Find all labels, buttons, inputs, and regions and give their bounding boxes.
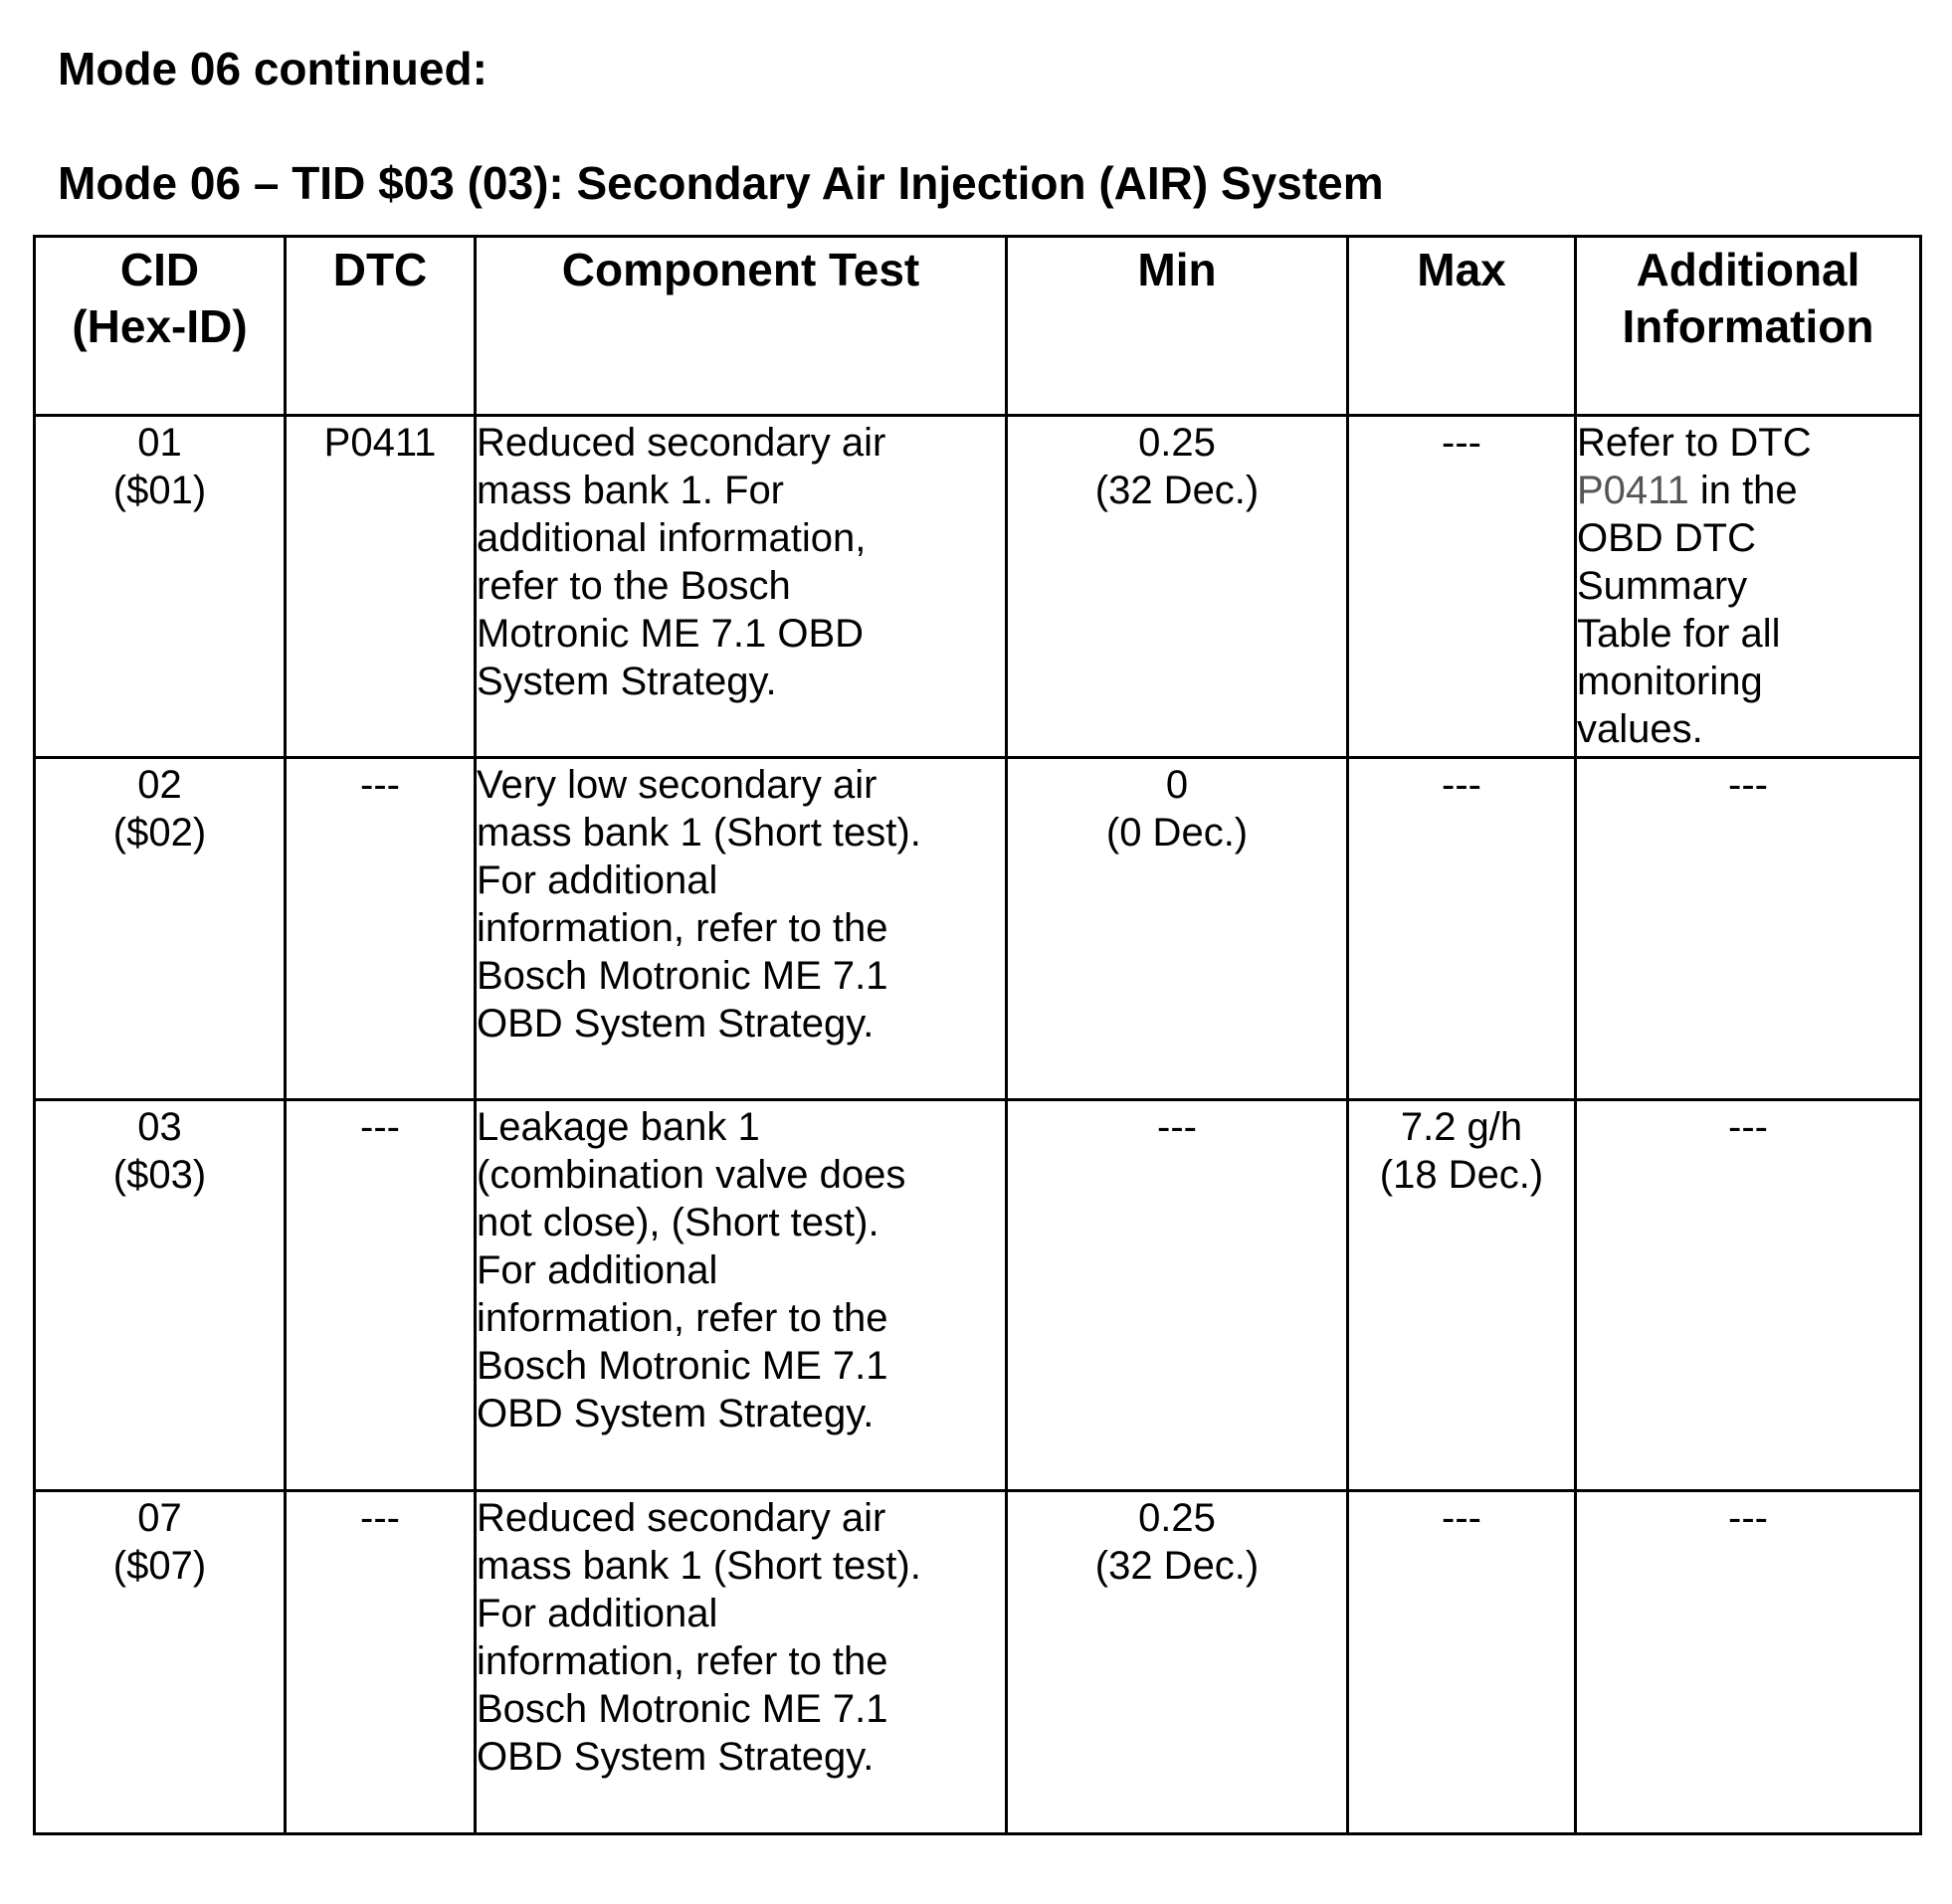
test-line: (combination valve does [477,1153,906,1197]
cid-value: 07 [137,1496,182,1540]
table-row [35,758,1921,1100]
cell-dtc: P0411 [286,416,476,758]
min-decimal: (0 Dec.) [1105,811,1249,855]
test-line: Reduced secondary air [477,421,886,465]
test-line: Bosch Motronic ME 7.1 [477,954,888,998]
cell-max [1348,758,1576,1100]
test-line: Bosch Motronic ME 7.1 [477,1344,888,1388]
header-max: Max [1348,237,1576,416]
test-line: Reduced secondary air [477,1496,886,1540]
test-line: For additional [477,1248,718,1292]
cell-additional-information [1576,416,1921,758]
cell-component-test [476,416,1007,758]
table-header-row [35,237,1921,416]
cell-additional-information: --- [1576,758,1921,1100]
info-line: OBD DTC [1577,516,1756,560]
table-row [35,416,1921,758]
info-line: monitoring [1577,660,1763,703]
info-line: Table for all [1577,612,1781,656]
cell-cid [35,416,286,758]
table-row [35,1100,1921,1491]
test-line: For additional [477,858,718,902]
test-line: information, refer to the [477,906,888,950]
cell-dtc: --- [286,758,476,1100]
cell-cid [35,758,286,1100]
info-line: Refer to DTC [1577,421,1812,465]
max-value: --- [1442,1496,1481,1540]
test-line: additional information, [477,516,867,560]
cid-hex: ($01) [112,469,207,512]
min-value: 0 [1165,763,1189,807]
cell-min [1007,1100,1348,1491]
test-line: refer to the Bosch [477,564,791,608]
cell-dtc: --- [286,1491,476,1834]
test-line: Very low secondary air [477,763,878,807]
dtc-reference-link[interactable]: P0411 [1577,469,1689,512]
test-line: Leakage bank 1 [477,1105,760,1149]
cell-component-test [476,1100,1007,1491]
cell-cid [35,1100,286,1491]
cell-additional-information: --- [1576,1100,1921,1491]
header-cid-line2: (Hex-ID) [72,300,248,352]
section-title: Mode 06 – TID $03 (03): Secondary Air Injection (AIR) System [58,157,1384,209]
cid-value: 02 [137,763,182,807]
min-value: 0.25 [1138,421,1216,465]
max-value: --- [1442,421,1481,465]
cell-component-test [476,758,1007,1100]
cell-component-test [476,1491,1007,1834]
cell-cid [35,1491,286,1834]
cell-additional-information: --- [1576,1491,1921,1834]
max-decimal: (18 Dec.) [1379,1153,1544,1197]
cell-min [1007,1491,1348,1834]
header-min: Min [1007,237,1348,416]
cell-min [1007,758,1348,1100]
mode06-air-table [33,235,1922,1835]
test-line: not close), (Short test). [477,1201,879,1244]
test-line: OBD System Strategy. [477,1735,875,1779]
min-decimal: (32 Dec.) [1094,1544,1260,1588]
max-value: 7.2 g/h [1400,1105,1523,1149]
cid-value: 03 [137,1105,182,1149]
cell-max [1348,1491,1576,1834]
test-line: OBD System Strategy. [477,1392,875,1435]
cid-hex: ($03) [112,1153,207,1197]
test-line: Motronic ME 7.1 OBD [477,612,865,656]
cell-max [1348,1100,1576,1491]
test-line: mass bank 1. For [477,469,785,512]
header-additional-line2: Information [1622,300,1874,352]
test-line: information, refer to the [477,1639,888,1683]
cid-hex: ($07) [112,1544,207,1588]
info-line [1577,467,1919,514]
test-line: Bosch Motronic ME 7.1 [477,1687,888,1731]
header-dtc: DTC [286,237,476,416]
test-line: System Strategy. [477,660,777,703]
header-cid-line1: CID [119,244,200,295]
header-additional-line1: Additional [1636,244,1860,295]
header-component-test: Component Test [476,237,1007,416]
test-line: mass bank 1 (Short test). [477,811,921,855]
info-line-suffix: in the [1688,469,1798,512]
test-line: information, refer to the [477,1296,888,1340]
max-value: --- [1442,763,1481,807]
cid-hex: ($02) [112,811,207,855]
cid-value: 01 [137,421,182,465]
cell-min [1007,416,1348,758]
test-line: mass bank 1 (Short test). [477,1544,921,1588]
header-additional-information [1576,237,1921,416]
test-line: OBD System Strategy. [477,1002,875,1046]
cell-dtc: --- [286,1100,476,1491]
page-heading-continued: Mode 06 continued: [58,43,488,95]
info-line: Summary [1577,564,1748,608]
info-line: values. [1577,707,1703,751]
cell-max [1348,416,1576,758]
header-cid [35,237,286,416]
test-line: For additional [477,1592,718,1635]
min-value: --- [1157,1105,1197,1149]
min-decimal: (32 Dec.) [1094,469,1260,512]
table-row [35,1491,1921,1834]
min-value: 0.25 [1138,1496,1216,1540]
